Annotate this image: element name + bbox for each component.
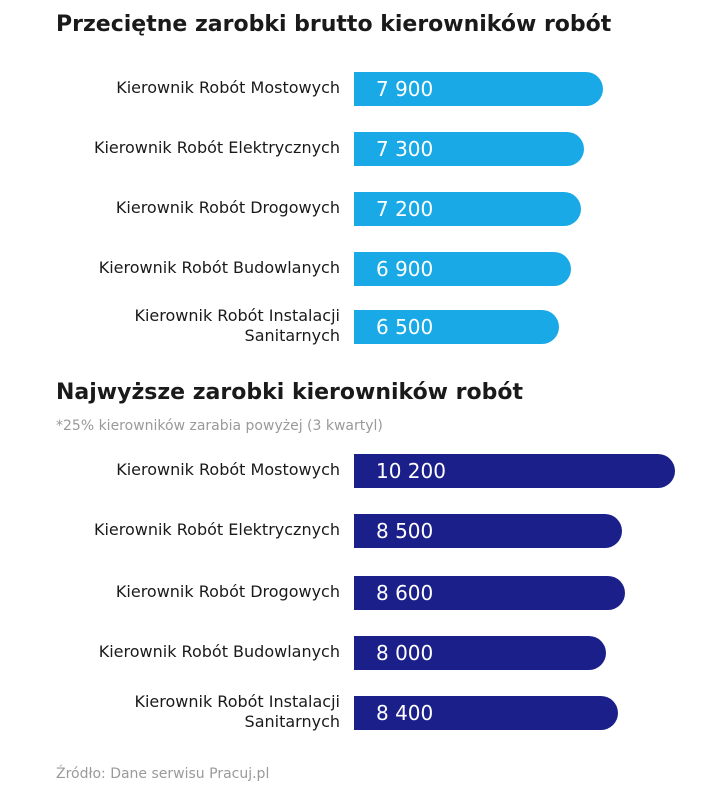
data-label: 6 500 <box>376 315 434 339</box>
data-label: 8 600 <box>376 581 434 605</box>
chart-title-average: Przeciętne zarobki brutto kierowników robót <box>56 12 612 37</box>
category-label: Kierownik Robót Drogowych <box>115 582 340 601</box>
bar-row <box>0 632 720 672</box>
data-label: 6 900 <box>376 257 434 281</box>
bar <box>354 252 571 286</box>
bar-row <box>0 248 720 288</box>
chart-title-top: Najwyższe zarobki kierowników robót <box>56 380 524 405</box>
bar <box>354 132 584 166</box>
source-note: Źródło: Dane serwisu Pracuj.pl <box>56 766 270 782</box>
bar-row <box>0 572 720 612</box>
data-label: 8 000 <box>376 641 434 665</box>
bar <box>354 636 606 670</box>
data-label: 7 300 <box>376 137 434 161</box>
bar-row <box>0 128 720 168</box>
category-label: Kierownik Robót Drogowych <box>115 198 340 217</box>
bar <box>354 576 625 610</box>
bar-row <box>0 68 720 108</box>
chart-subtitle-note: *25% kierowników zarabia powyżej (3 kwartyl) <box>56 418 383 434</box>
bar <box>354 310 559 344</box>
bar-row <box>0 188 720 228</box>
bar <box>354 454 675 488</box>
bar <box>354 72 603 106</box>
data-label: 10 200 <box>376 459 446 483</box>
category-label: Kierownik Robót Budowlanych <box>98 258 340 277</box>
bar-row <box>0 450 720 490</box>
bar-row <box>0 510 720 550</box>
category-label: Kierownik Robót Mostowych <box>116 78 340 97</box>
category-label: Kierownik Robót Elektrycznych <box>93 520 340 539</box>
bar <box>354 514 622 548</box>
category-label: Kierownik Robót Mostowych <box>116 460 340 479</box>
bar-row <box>0 692 720 732</box>
data-label: 8 500 <box>376 519 434 543</box>
top-salary-chart <box>0 444 720 744</box>
data-label: 8 400 <box>376 701 434 725</box>
category-label: Kierownik Robót Instalacji Sanitarnych <box>134 692 340 731</box>
category-label: Kierownik Robót Instalacji Sanitarnych <box>134 306 340 345</box>
data-label: 7 200 <box>376 197 434 221</box>
average-salary-chart <box>0 64 720 354</box>
category-label: Kierownik Robót Elektrycznych <box>93 138 340 157</box>
bar-row <box>0 306 720 346</box>
bar <box>354 192 581 226</box>
category-label: Kierownik Robót Budowlanych <box>98 642 340 661</box>
bar <box>354 696 618 730</box>
data-label: 7 900 <box>376 77 434 101</box>
